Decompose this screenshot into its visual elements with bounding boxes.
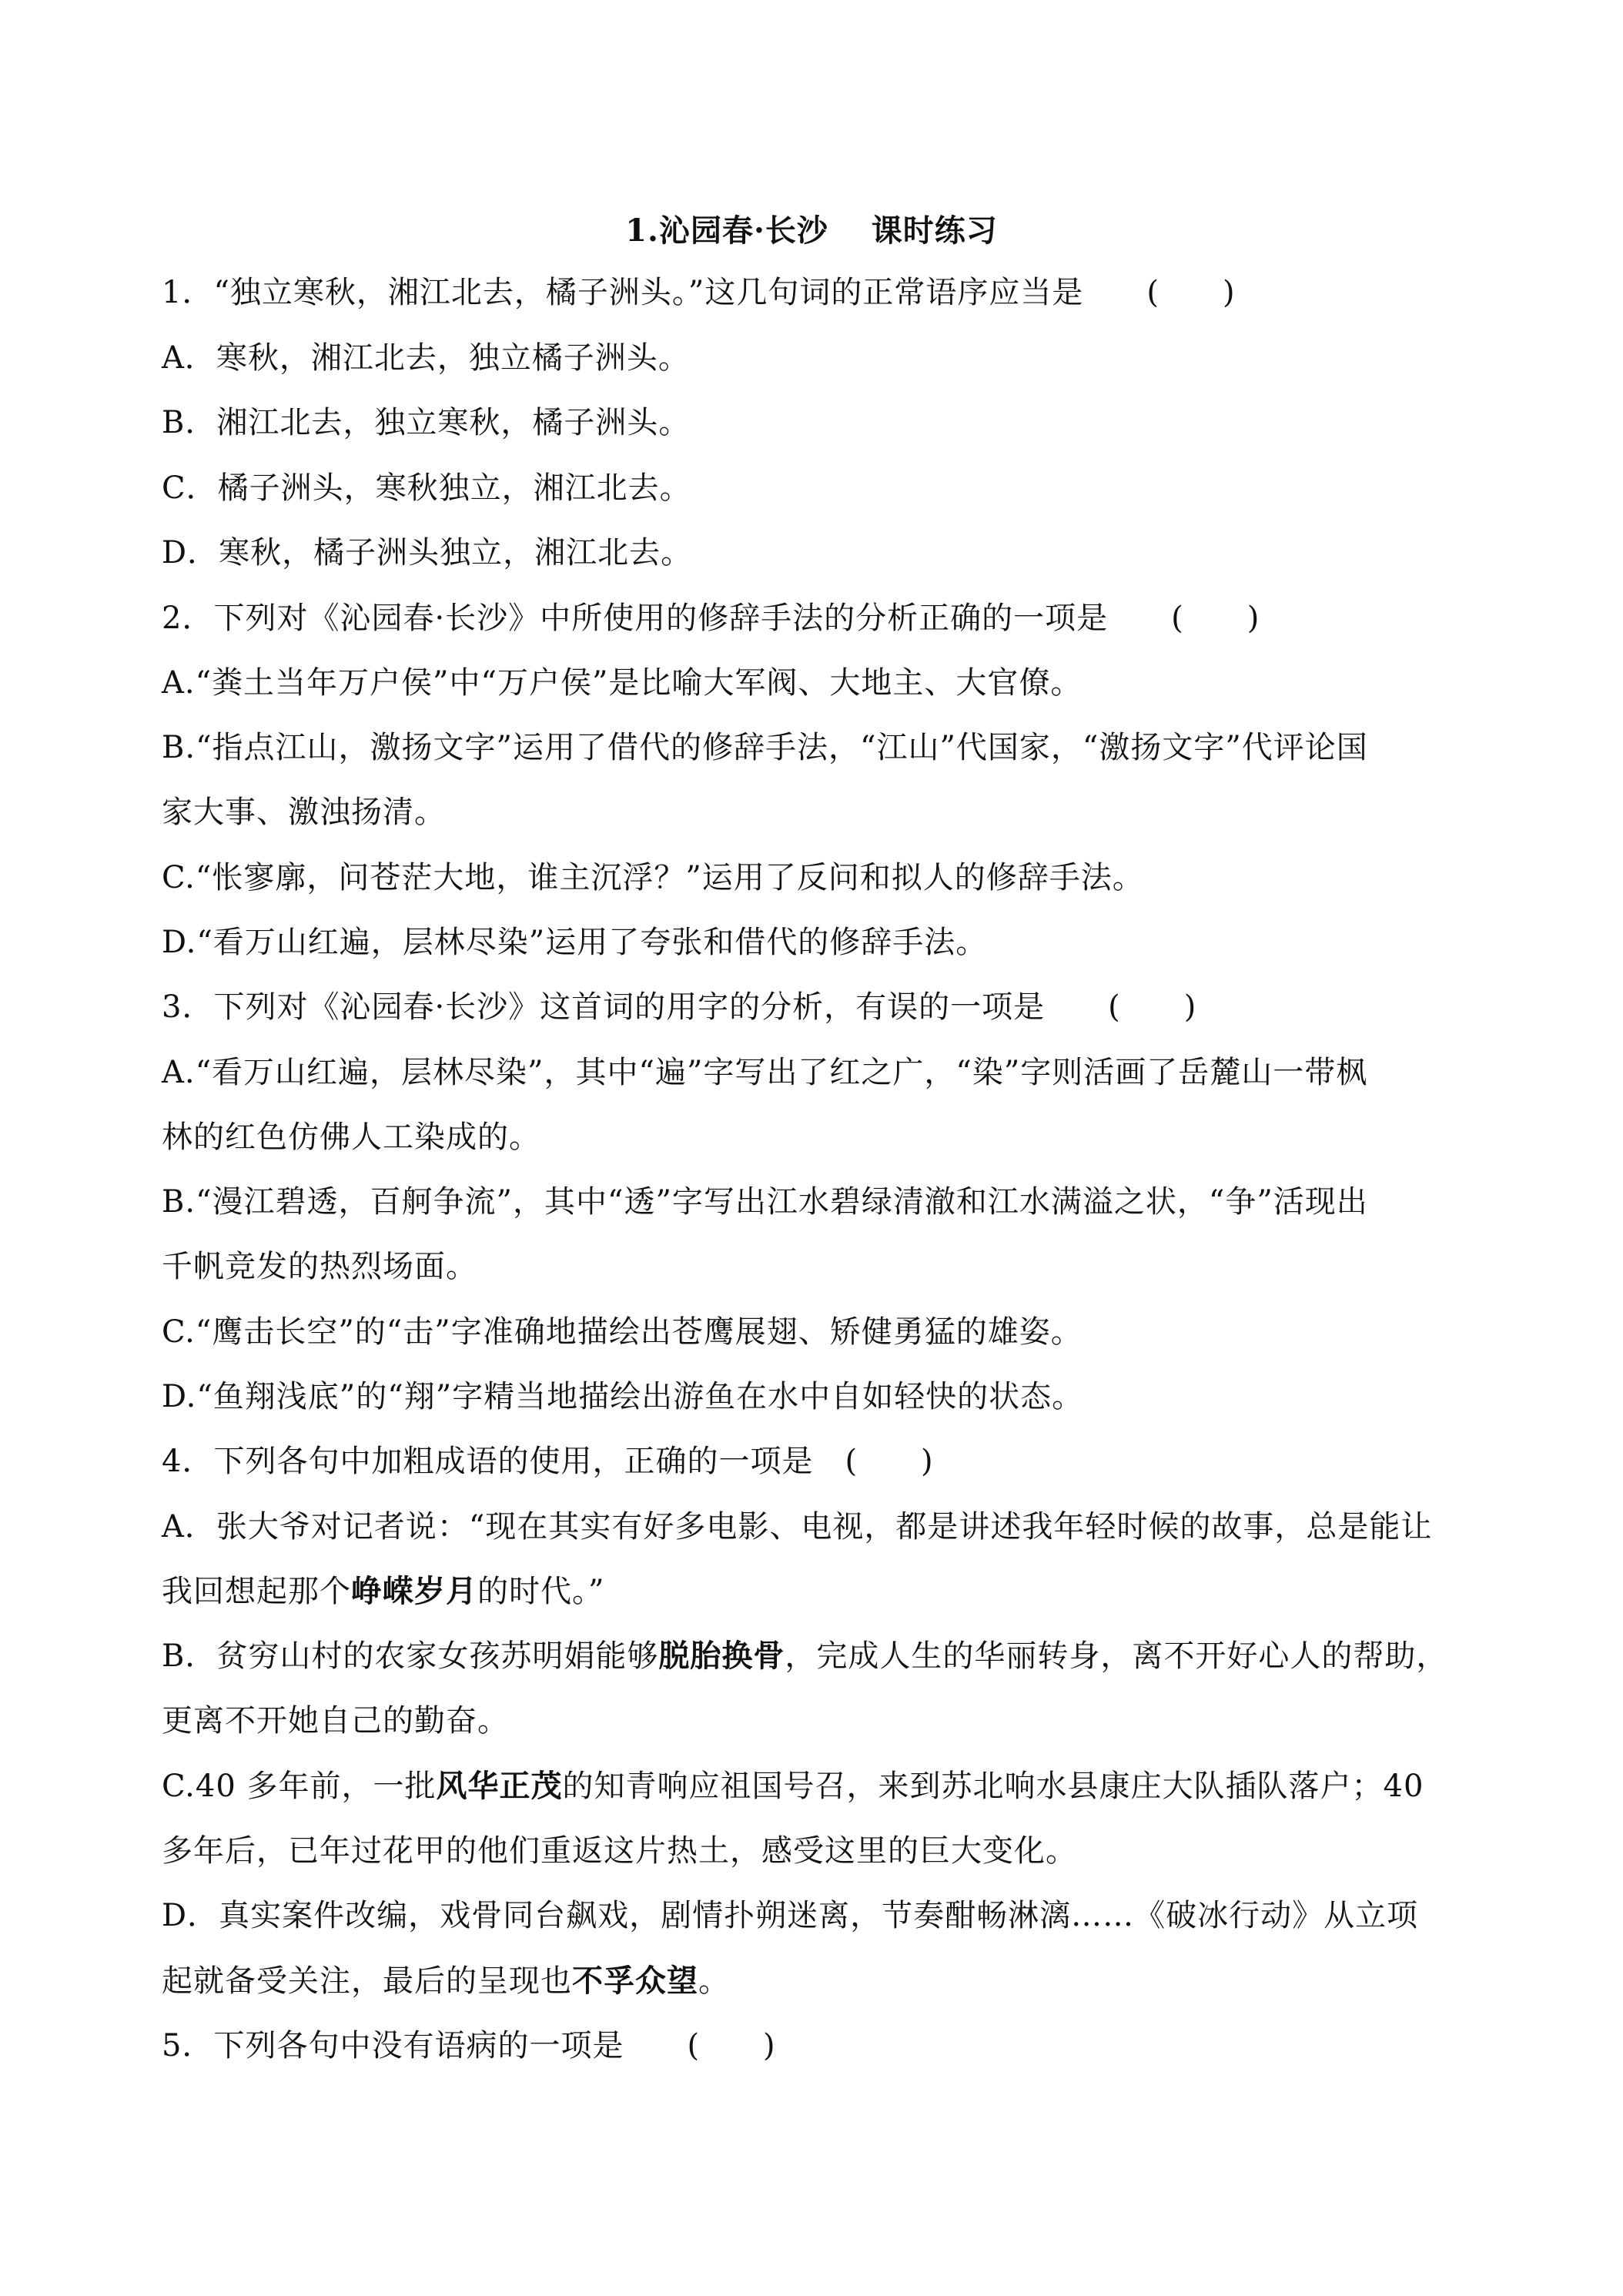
question-2-option-d: D.“看万山红遍，层林尽染”运用了夸张和借代的修辞手法。 <box>162 925 988 960</box>
question-5-stem: 5．下列各句中没有语病的一项是 ( ) <box>162 2028 776 2063</box>
page-title: 1.沁园春·长沙 课时练习 <box>625 213 998 249</box>
option-c-text-pre: C.40 多年前，一批 <box>162 1769 437 1804</box>
question-1-stem: 1．“独立寒秋，湘江北去，橘子洲头。”这几句词的正常语序应当是 ( ) <box>162 275 1236 310</box>
question-4-option-b-line-1 <box>162 1635 1447 1678</box>
question-4-option-d-line-1: D．真实案件改编，戏骨同台飙戏，剧情扑朔迷离，节奏酣畅淋漓……《破冰行动》从立项 <box>162 1898 1419 1933</box>
option-a-text-pre: 我回想起那个 <box>162 1574 351 1609</box>
question-3-option-a-line-2: 林的红色仿佛人工染成的。 <box>162 1120 540 1155</box>
bold-idiom-fenghua: 风华正茂 <box>436 1768 563 1804</box>
question-4-option-c-line-2: 多年后，已年过花甲的他们重返这片热土，感受这里的巨大变化。 <box>162 1833 1077 1869</box>
question-3-option-b-line-2: 千帆竞发的热烈场面。 <box>162 1249 477 1284</box>
question-3-stem: 3．下列对《沁园春·长沙》这首词的用字的分析，有误的一项是 ( ) <box>162 989 1197 1025</box>
question-2-option-b-line-2: 家大事、激浊扬清。 <box>162 795 446 830</box>
question-2-option-c: C.“怅寥廓，问苍茫大地，谁主沉浮？”运用了反问和拟人的修辞手法。 <box>162 860 1144 895</box>
question-3-option-b-line-1: B.“漫江碧透，百舸争流”，其中“透”字写出江水碧绿清澈和江水满溢之状，“争”活现出 <box>162 1184 1368 1220</box>
question-3-option-c: C.“鹰击长空”的“击”字准确地描绘出苍鹰展翅、矫健勇猛的雄姿。 <box>162 1314 1083 1350</box>
bold-idiom-zhengrong: 峥嵘岁月 <box>351 1573 477 1609</box>
bold-idiom-bufu: 不孚众望 <box>572 1963 698 1999</box>
option-d-text-post: 。 <box>698 1963 730 1999</box>
question-2-stem: 2．下列对《沁园春·长沙》中所使用的修辞手法的分析正确的一项是 ( ) <box>162 601 1260 636</box>
option-d-text-pre: 起就备受关注，最后的呈现也 <box>162 1963 572 1999</box>
option-c-text-post: 的知青响应祖国号召，来到苏北响水县康庄大队插队落户；40 <box>562 1769 1424 1804</box>
question-4-option-d-line-2 <box>162 1960 730 2003</box>
question-1-option-d: D．寒秋，橘子洲头独立，湘江北去。 <box>162 535 693 571</box>
question-1-option-b: B．湘江北去，独立寒秋，橘子洲头。 <box>162 405 691 440</box>
question-3-option-a-line-1: A.“看万山红遍，层林尽染”，其中“遍”字写出了红之广，“染”字则活画了岳麓山一带枫 <box>162 1055 1368 1090</box>
bold-idiom-tuotai: 脱胎换骨 <box>658 1638 785 1674</box>
question-4-option-c-line-1 <box>162 1765 1424 1808</box>
option-b-text-post: ，完成人生的华丽转身，离不开好心人的帮助， <box>785 1638 1448 1674</box>
question-1-option-a: A．寒秋，湘江北去，独立橘子洲头。 <box>162 340 690 376</box>
question-4-option-b-line-2: 更离不开她自己的勤奋。 <box>162 1703 509 1739</box>
option-a-text-post: 的时代。” <box>477 1574 605 1609</box>
question-2-option-b-line-1: B.“指点江山，激扬文字”运用了借代的修辞手法，“江山”代国家，“激扬文字”代评论国 <box>162 730 1368 765</box>
question-4-option-a-line-1: A．张大爷对记者说：“现在其实有好多电影、电视，都是讲述我年轻时候的故事，总是能让 <box>162 1509 1433 1545</box>
question-2-option-a: A.“粪土当年万户侯”中“万户侯”是比喻大军阀、大地主、大官僚。 <box>162 665 1083 701</box>
option-b-text-pre: B．贫穷山村的农家女孩苏明娟能够 <box>162 1638 659 1674</box>
question-4-stem: 4．下列各句中加粗成语的使用，正确的一项是 ( ) <box>162 1444 934 1479</box>
question-4-option-a-line-2 <box>162 1570 604 1613</box>
question-1-option-c: C．橘子洲头，寒秋独立，湘江北去。 <box>162 470 691 506</box>
question-3-option-d: D.“鱼翔浅底”的“翔”字精当地描绘出游鱼在水中自如轻快的状态。 <box>162 1379 1084 1414</box>
